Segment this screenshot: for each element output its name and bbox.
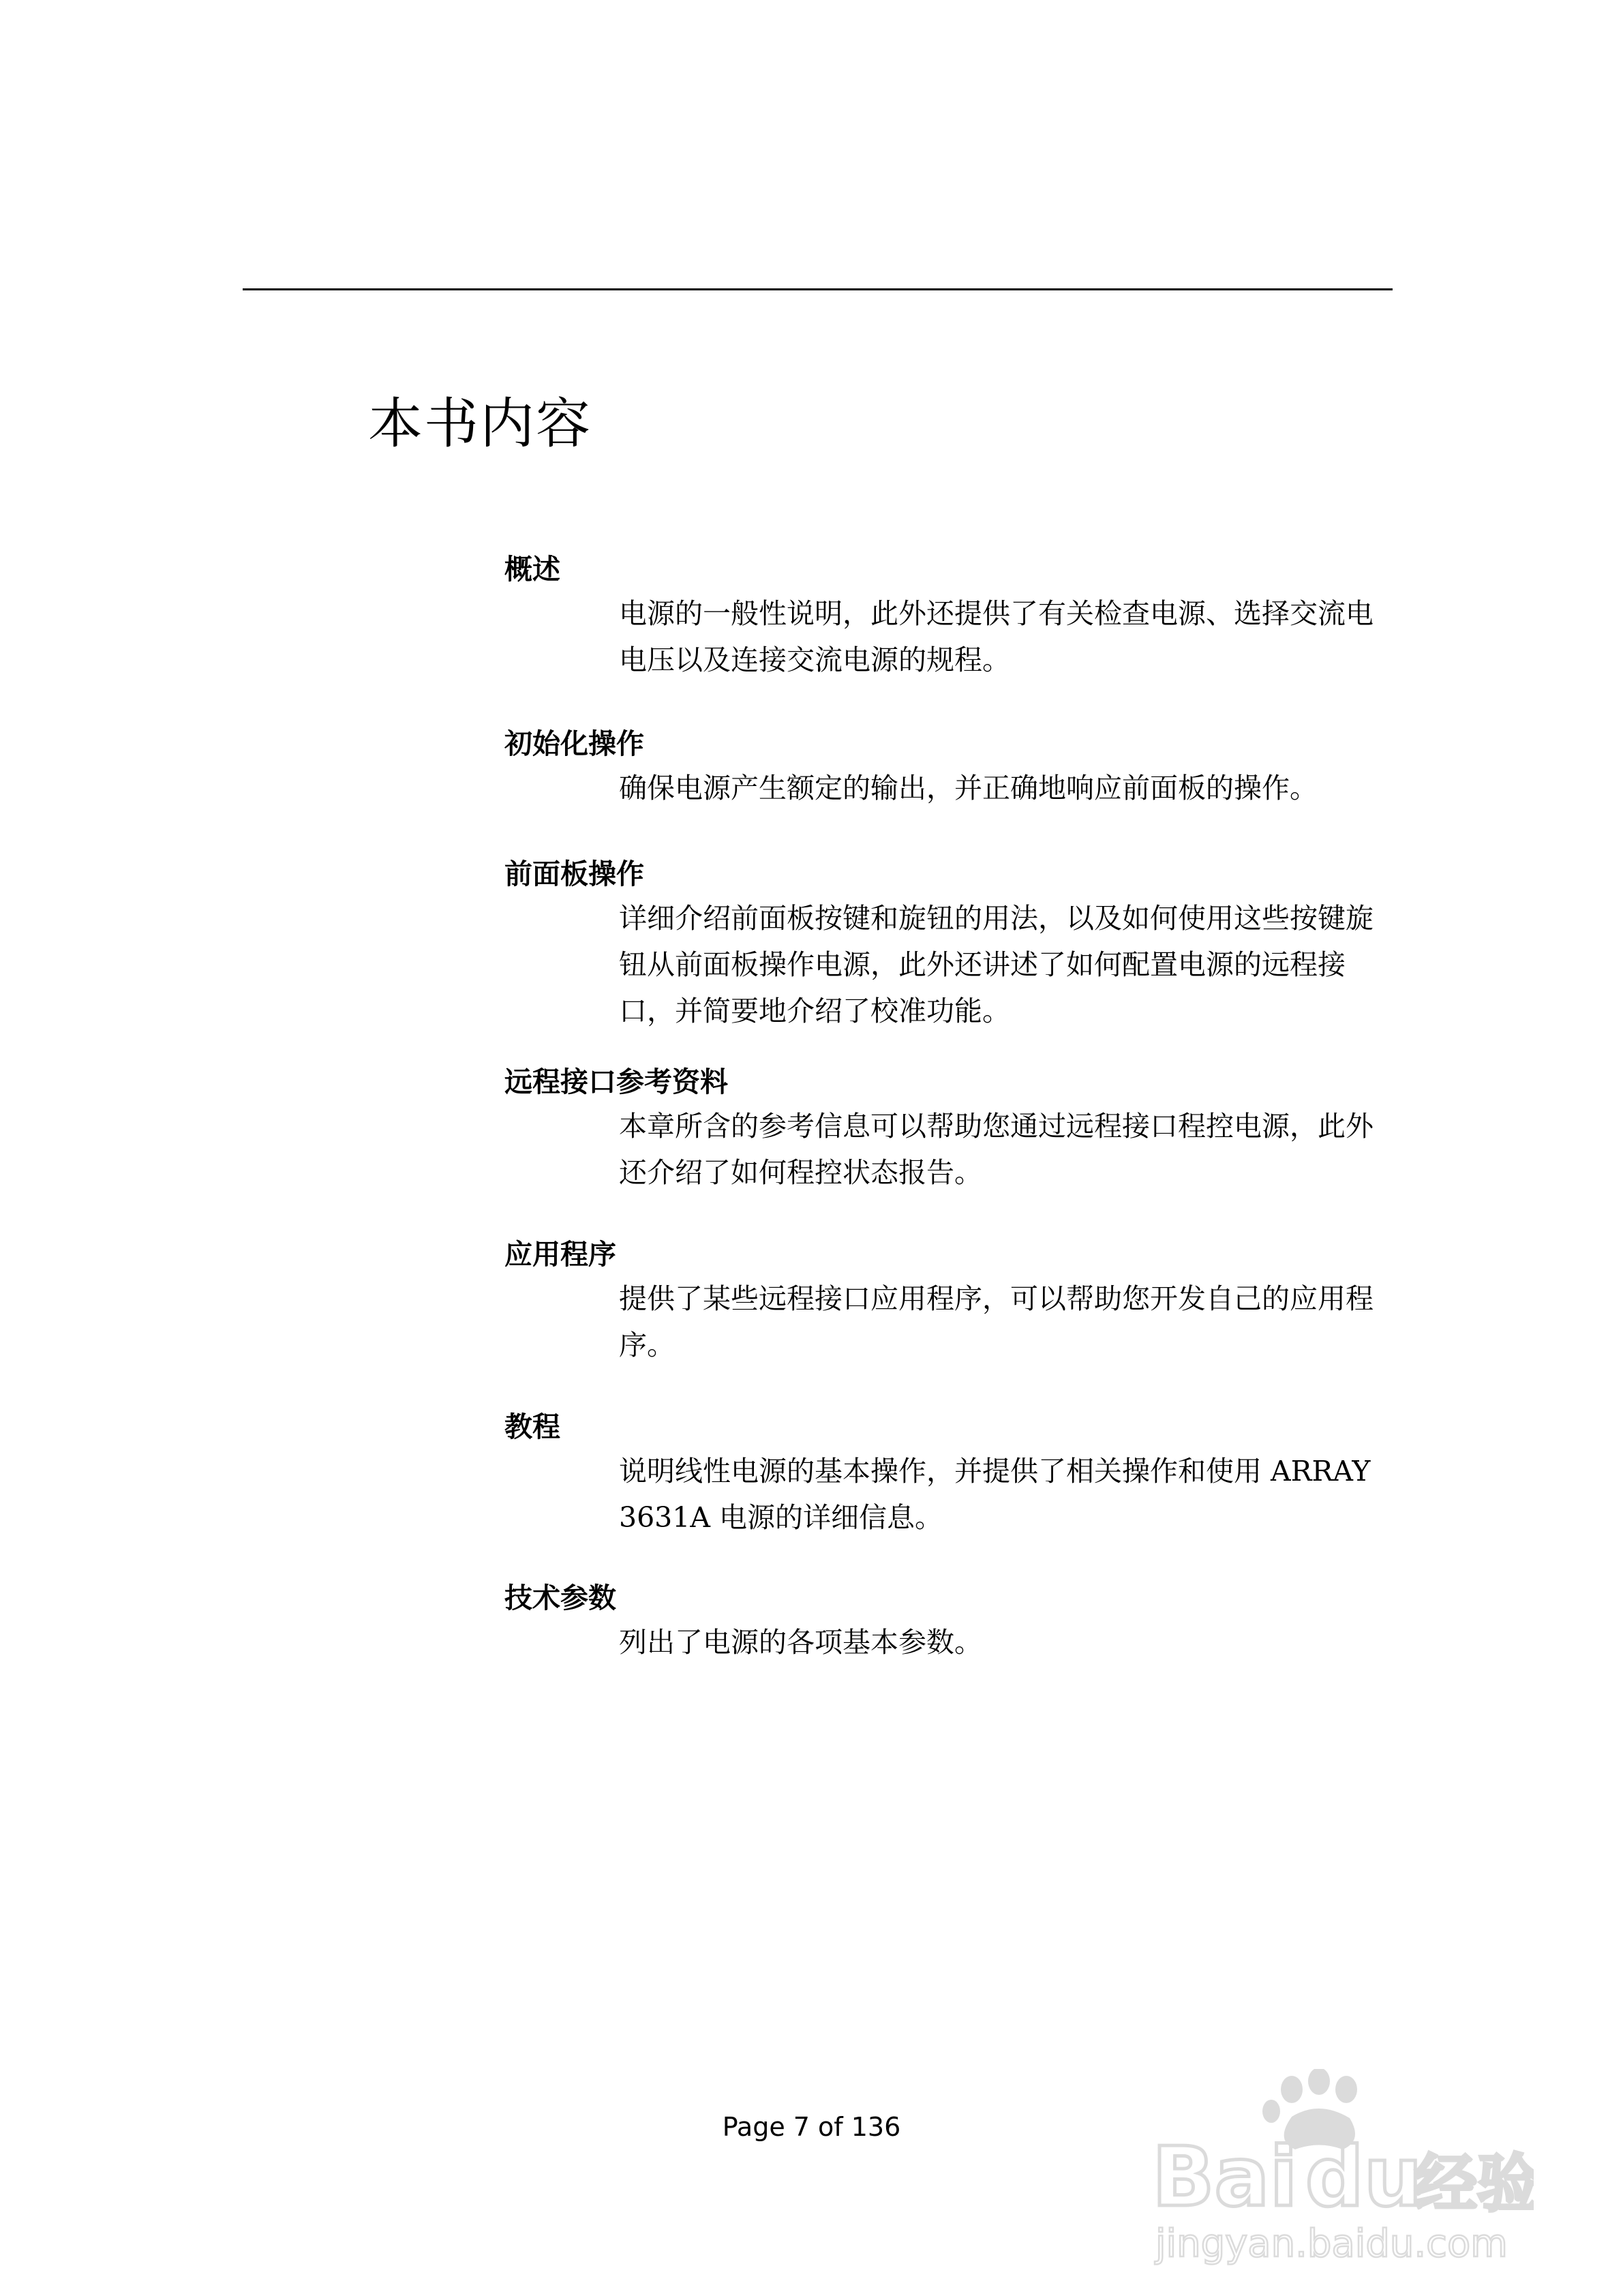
section-line: 序。	[619, 1329, 675, 1361]
section-line: 还介绍了如何程控状态报告。	[619, 1156, 982, 1189]
page-title: 本书内容	[368, 392, 592, 455]
section-line: 电源的一般性说明，此外还提供了有关检查电源、选择交流电	[619, 597, 1374, 630]
section-body-specs	[619, 1619, 1397, 1665]
section-line: 提供了某些远程接口应用程序，可以帮助您开发自己的应用程	[619, 1282, 1374, 1315]
svg-text:Bai: Bai	[1152, 2130, 1298, 2225]
section-line: 电压以及连接交流电源的规程。	[619, 644, 1010, 676]
header-rule	[243, 288, 1393, 290]
section-heading-init: 初始化操作	[504, 727, 644, 760]
section-heading-specs: 技术参数	[504, 1582, 616, 1614]
section-line: 本章所含的参考信息可以帮助您通过远程接口程控电源，此外	[619, 1110, 1374, 1143]
section-body-front-panel	[619, 895, 1397, 1034]
baidu-jingyan-watermark	[1152, 2069, 1534, 2267]
section-heading-remote-ref: 远程接口参考资料	[504, 1066, 728, 1098]
section-heading-apps: 应用程序	[504, 1238, 616, 1271]
section-line: 说明线性电源的基本操作，并提供了相关操作和使用 ARRAY	[619, 1455, 1371, 1487]
section-line: 钮从前面板操作电源，此外还讲述了如何配置电源的远程接	[619, 948, 1346, 981]
section-heading-front-panel: 前面板操作	[504, 858, 644, 890]
section-line: 确保电源产生额定的输出，并正确地响应前面板的操作。	[619, 772, 1318, 804]
section-heading-overview: 概述	[504, 553, 560, 586]
page-footer: Page 7 of 136	[722, 2112, 901, 2142]
section-body-tutorial	[619, 1448, 1397, 1541]
section-heading-tutorial: 教程	[504, 1410, 560, 1443]
svg-text:jingyan.baidu.com: jingyan.baidu.com	[1155, 2222, 1508, 2266]
section-body-remote-ref	[619, 1103, 1397, 1196]
section-line: 3631A 电源的详细信息。	[619, 1501, 943, 1534]
section-body-init	[619, 765, 1397, 811]
section-line: 详细介绍前面板按键和旋钮的用法，以及如何使用这些按键旋	[619, 902, 1374, 935]
section-body-apps	[619, 1275, 1397, 1368]
section-line: 口，并简要地介绍了校准功能。	[619, 995, 1010, 1027]
svg-text:du: du	[1305, 2130, 1423, 2225]
paw-icon	[1152, 2069, 1534, 2267]
svg-text:经验: 经验	[1414, 2147, 1534, 2220]
section-body-overview	[619, 590, 1397, 683]
section-line: 列出了电源的各项基本参数。	[619, 1626, 982, 1659]
